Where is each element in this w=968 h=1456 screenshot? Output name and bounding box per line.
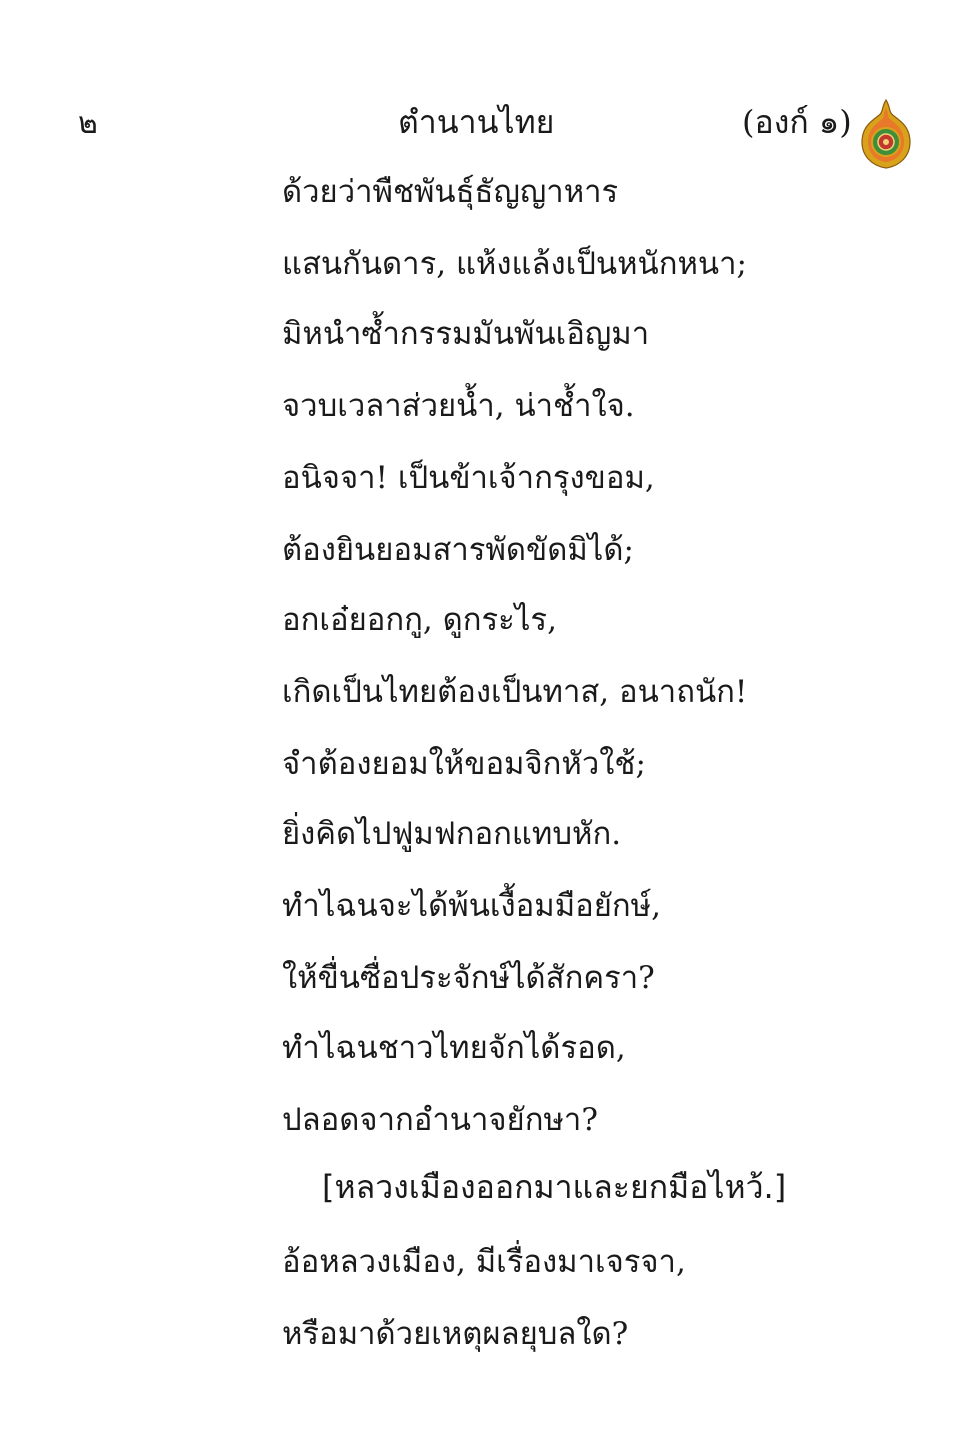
verse-line: จวบเวลาส่วยน้ำ, น่าช้ำใจ. — [282, 388, 635, 424]
verse-line: ให้ขื่นซื่อประจักษ์ได้สักครา? — [282, 960, 655, 996]
verse-line: ต้องยินยอมสารพัดขัดมิได้; — [282, 532, 634, 568]
verse-line: หรือมาด้วยเหตุผลยุบลใด? — [282, 1316, 629, 1352]
act-label: (องก์ ๑) — [742, 103, 852, 141]
verse-line: เกิดเป็นไทยต้องเป็นทาส, อนาถนัก! — [282, 674, 748, 710]
verse-line: ยิ่งคิดไปฟูมฟกอกแทบหัก. — [282, 816, 622, 852]
verse-line: ด้วยว่าพืชพันธุ์ธัญญาหาร — [282, 174, 619, 210]
stage-direction: [หลวงเมืองออกมาและยกมือไหว้.] — [322, 1168, 787, 1206]
verse-line: จำต้องยอมให้ขอมจิกหัวใช้; — [282, 746, 646, 782]
running-title: ตำนานไทย — [398, 103, 555, 141]
verse-line: อ้อหลวงเมือง, มีเรื่องมาเจรจา, — [282, 1244, 686, 1280]
verse-line: มิหนำซ้ำกรรมมันพันเอิญมา — [282, 316, 650, 352]
page-number: ๒ — [78, 106, 98, 141]
verse-line: อกเอ๋ยอกกู, ดูกระไร, — [282, 602, 557, 638]
verse-line: แสนกันดาร, แห้งแล้งเป็นหนักหนา; — [282, 246, 747, 282]
verse-line: ทำไฉนจะได้พ้นเงื้อมมือยักษ์, — [282, 888, 661, 924]
verse-line: ปลอดจากอำนาจยักษา? — [282, 1102, 598, 1138]
verse-line: ทำไฉนชาวไทยจักได้รอด, — [282, 1030, 626, 1066]
verse-line: อนิจจา! เป็นข้าเจ้ากรุงขอม, — [282, 460, 655, 496]
